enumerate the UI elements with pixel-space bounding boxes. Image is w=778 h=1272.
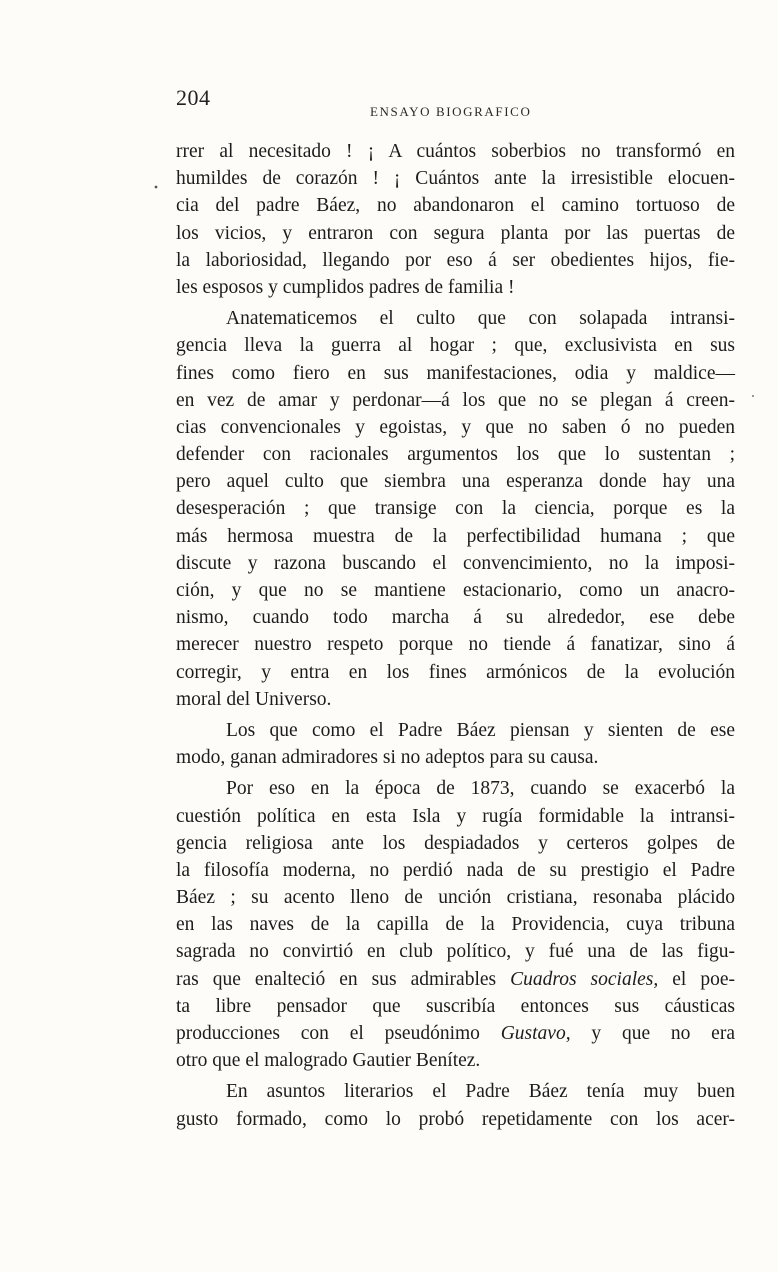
text-line: Los que como el Padre Báez piensan y sienten de ese	[226, 719, 735, 741]
text-line: En asuntos literarios el Padre Báez tenía muy buen	[226, 1081, 735, 1103]
text-line: defender con racionales argumentos los que lo sustentan ;	[176, 444, 735, 466]
text-line: en las naves de la capilla de la Providencia, cuya tribuna	[176, 914, 735, 936]
text-line: modo, ganan admiradores si no adeptos para su causa.	[176, 747, 599, 769]
text-line: otro que el malogrado Gautier Benítez.	[176, 1050, 481, 1072]
italic-title: Cuadros sociales,	[510, 968, 659, 990]
text-line: gencia lleva la guerra al hogar ; que, exclusivista en sus	[176, 335, 735, 357]
text-line-with-italic	[176, 966, 735, 993]
text-segment: el poe-	[658, 968, 735, 990]
text-line: en vez de amar y perdonar—á los que no se plegan á creen-	[176, 389, 735, 411]
text-line: ción, y que no se mantiene estacionario, como un anacro-	[176, 580, 735, 601]
text-line: los vicios, y entraron con segura planta por las puertas de	[176, 222, 735, 244]
body-text	[176, 138, 735, 1133]
text-segment: producciones con el pseudónimo	[176, 1023, 501, 1044]
text-line: la laboriosidad, llegando por eso á ser obedientes hijos, fie-	[176, 249, 735, 271]
paragraph-4	[176, 775, 735, 1074]
text-line: cias convencionales y egoistas, y que no saben ó no pueden	[176, 416, 735, 438]
paragraph-1	[176, 138, 735, 301]
text-line: les esposos y cumplidos padres de familia !	[176, 276, 515, 298]
text-line: cia del padre Báez, no abandonaron el camino tortuoso de	[176, 195, 735, 217]
text-line: gusto formado, como lo probó repetidamente con los acer-	[176, 1108, 735, 1130]
text-line: discute y razona buscando el convencimiento, no la imposi-	[176, 552, 735, 574]
text-line: ta libre pensador que suscribía entonces sus cáusticas	[176, 995, 735, 1017]
text-segment: y que no era	[570, 1023, 735, 1044]
text-segment: ras que enalteció en sus admirables	[176, 968, 511, 990]
text-line: gencia religiosa ante los despiadados y certeros golpes de	[176, 832, 735, 854]
text-line: desesperación ; que transige con la ciencia, porque es la	[176, 498, 735, 520]
page-number: 204	[176, 85, 211, 110]
paragraph-2	[176, 305, 735, 713]
text-line: pero aquel culto que siembra una esperanza donde hay una	[176, 471, 735, 493]
text-line: sagrada no convirtió en club político, y fué una de las figu-	[176, 941, 735, 963]
text-line: merecer nuestro respeto porque no tiende á fanatizar, sino á	[176, 634, 735, 656]
running-head: ENSAYO BIOGRAFICO	[370, 104, 532, 119]
paragraph-5	[176, 1078, 735, 1132]
text-line: Anatematicemos el culto que con solapada intransi-	[226, 308, 735, 330]
text-line: más hermosa muestra de la perfectibilidad humana ; que	[176, 525, 735, 547]
text-line: la filosofía moderna, no perdió nada de su prestigio el Padre	[176, 859, 735, 881]
text-line: Báez ; su acento lleno de unción cristiana, resonaba plácido	[176, 887, 735, 909]
text-line: nismo, cuando todo marcha á su alrededor, ese debe	[176, 607, 735, 629]
text-line: fines como fiero en sus manifestaciones, odia y maldice—	[176, 362, 735, 384]
text-line: humildes de corazón ! ¡ Cuántos ante la irresistible elocuen-	[176, 168, 735, 190]
text-line-with-italic	[176, 1020, 735, 1047]
text-line: cuestión política en esta Isla y rugía formidable la intransi-	[176, 805, 735, 827]
text-line: moral del Universo.	[176, 688, 332, 710]
text-line: rrer al necesitado ! ¡ A cuántos soberbios no transformó en	[176, 141, 735, 162]
italic-pseudonym: Gustavo,	[500, 1023, 571, 1044]
text-line: Por eso en la época de 1873, cuando se exacerbó la	[226, 778, 735, 800]
paragraph-3	[176, 717, 735, 771]
text-line: corregir, y entra en los fines armónicos de la evolución	[176, 661, 735, 683]
